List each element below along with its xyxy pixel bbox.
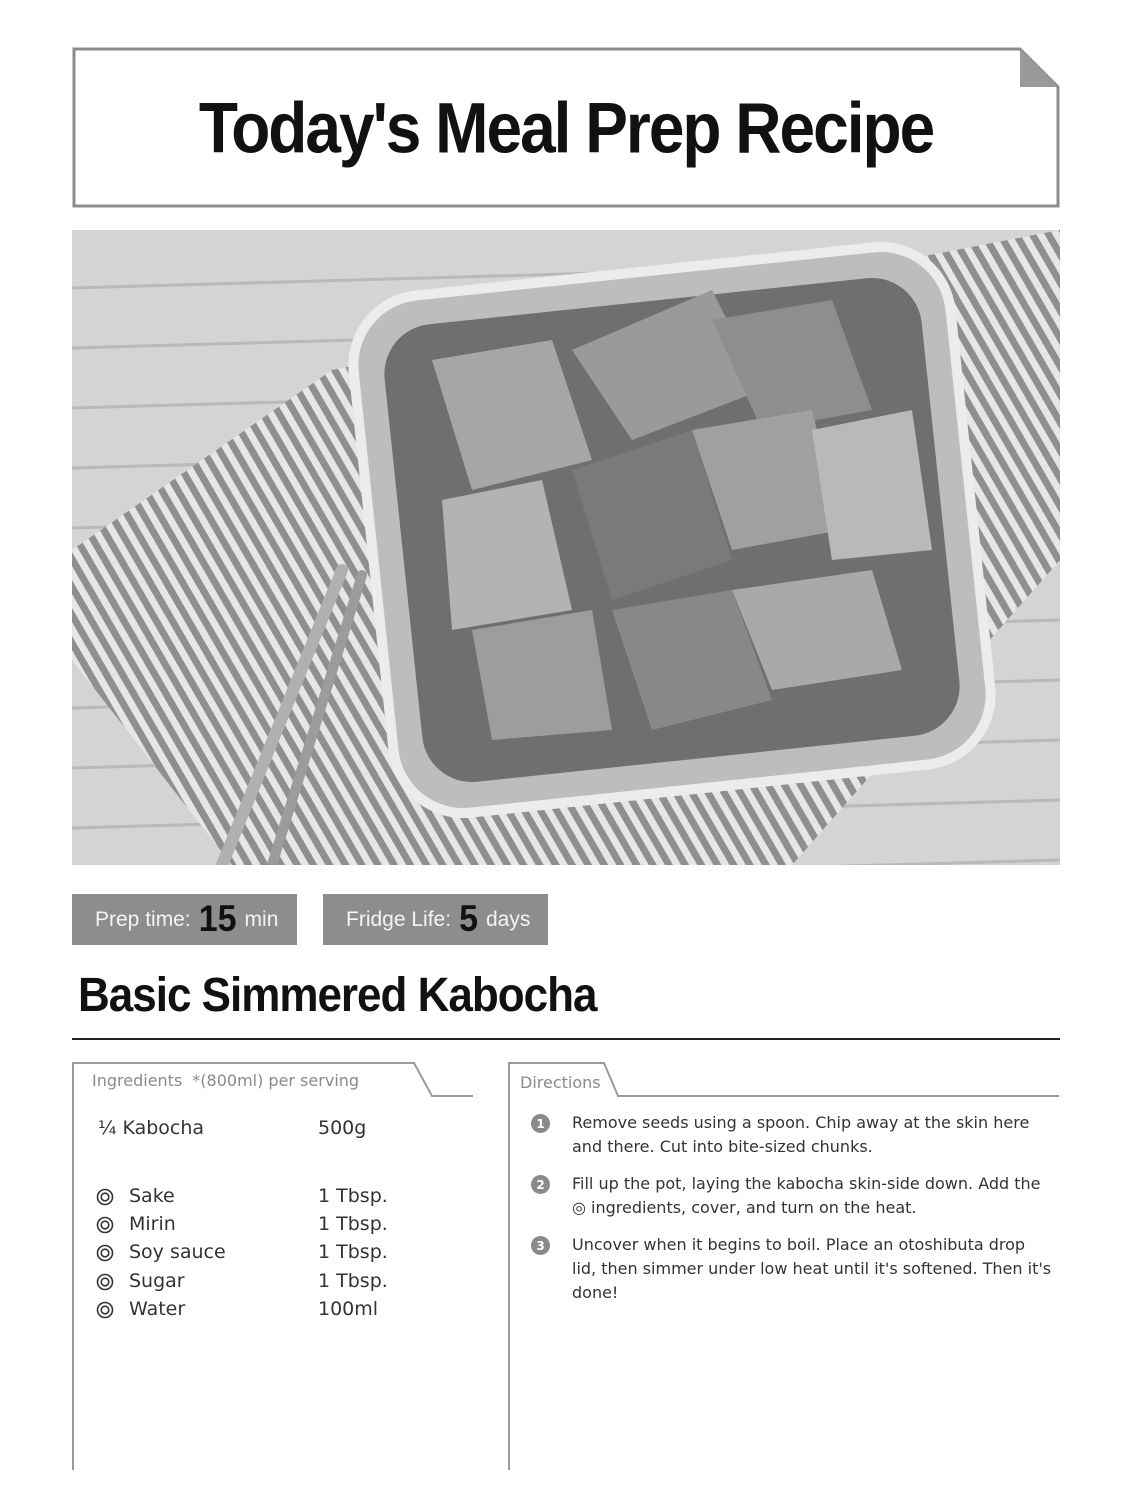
ingredient-name: ¼ Kabocha [98,1117,205,1139]
double-circle-icon [96,1244,114,1262]
step-text: Remove seeds using a spoon. Chip away at the skin here and there. Cut into bite-sized chunks. [572,1113,1030,1156]
recipe-name: Basic Simmered Kabocha [78,968,597,1022]
ingredient-row [0,1213,480,1239]
ingredient-amount: 500g [318,1117,367,1139]
ingredient-row [0,1241,480,1267]
prep-time-label: Prep time: [95,907,191,931]
ingredient-amount: 1 Tbsp. [318,1241,388,1264]
prep-time-value: 15 [198,898,237,940]
prep-time-unit: min [244,907,279,931]
ingredients-title: Ingredients [92,1071,183,1090]
ingredient-row [0,1298,480,1324]
fridge-life-badge [323,894,548,945]
fridge-life-label: Fridge Life: [346,907,452,931]
double-circle-icon [96,1273,114,1291]
step-text: Uncover when it begins to boil. Place an otoshibuta drop lid, then simmer under low heat until it's softened. Then it's done! [572,1235,1052,1302]
fridge-life-value: 5 [459,898,478,940]
ingredient-amount: 100ml [318,1297,379,1320]
ingredient-name: Mirin [129,1213,176,1236]
double-circle-icon [96,1301,114,1319]
recipe-photo [72,230,1060,865]
double-circle-icon [96,1216,114,1234]
page-title: Today's Meal Prep Recipe [198,87,934,168]
fridge-life-unit: days [485,907,531,931]
divider [72,1038,1060,1040]
directions-panel-border [508,1064,510,1470]
ingredient-amount: 1 Tbsp. [318,1213,388,1236]
ingredient-name: Water [129,1297,186,1320]
ingredient-amount: 1 Tbsp. [318,1269,388,1292]
step-number-icon: 1 [531,1114,550,1133]
step-number-icon: 2 [531,1175,550,1194]
ingredient-amount: 1 Tbsp. [318,1185,388,1207]
ingredients-note: *(800ml) per serving [192,1071,360,1090]
ingredient-name: Sugar [129,1269,185,1292]
ingredient-row [0,1270,480,1296]
title-card [72,47,1060,208]
ingredient-name: Soy sauce [129,1241,226,1264]
ingredients-header [92,1071,359,1090]
ingredient-name: Sake [129,1185,175,1207]
step-text: Fill up the pot, laying the kabocha skin-side down. Add the ◎ ingredients, cover, and turn on the heat. [572,1174,1041,1217]
directions-header: Directions [520,1073,601,1092]
double-circle-icon [96,1188,114,1206]
step-number-icon: 3 [531,1236,550,1255]
prep-time-badge [72,894,297,945]
ingredient-row [0,1185,480,1211]
